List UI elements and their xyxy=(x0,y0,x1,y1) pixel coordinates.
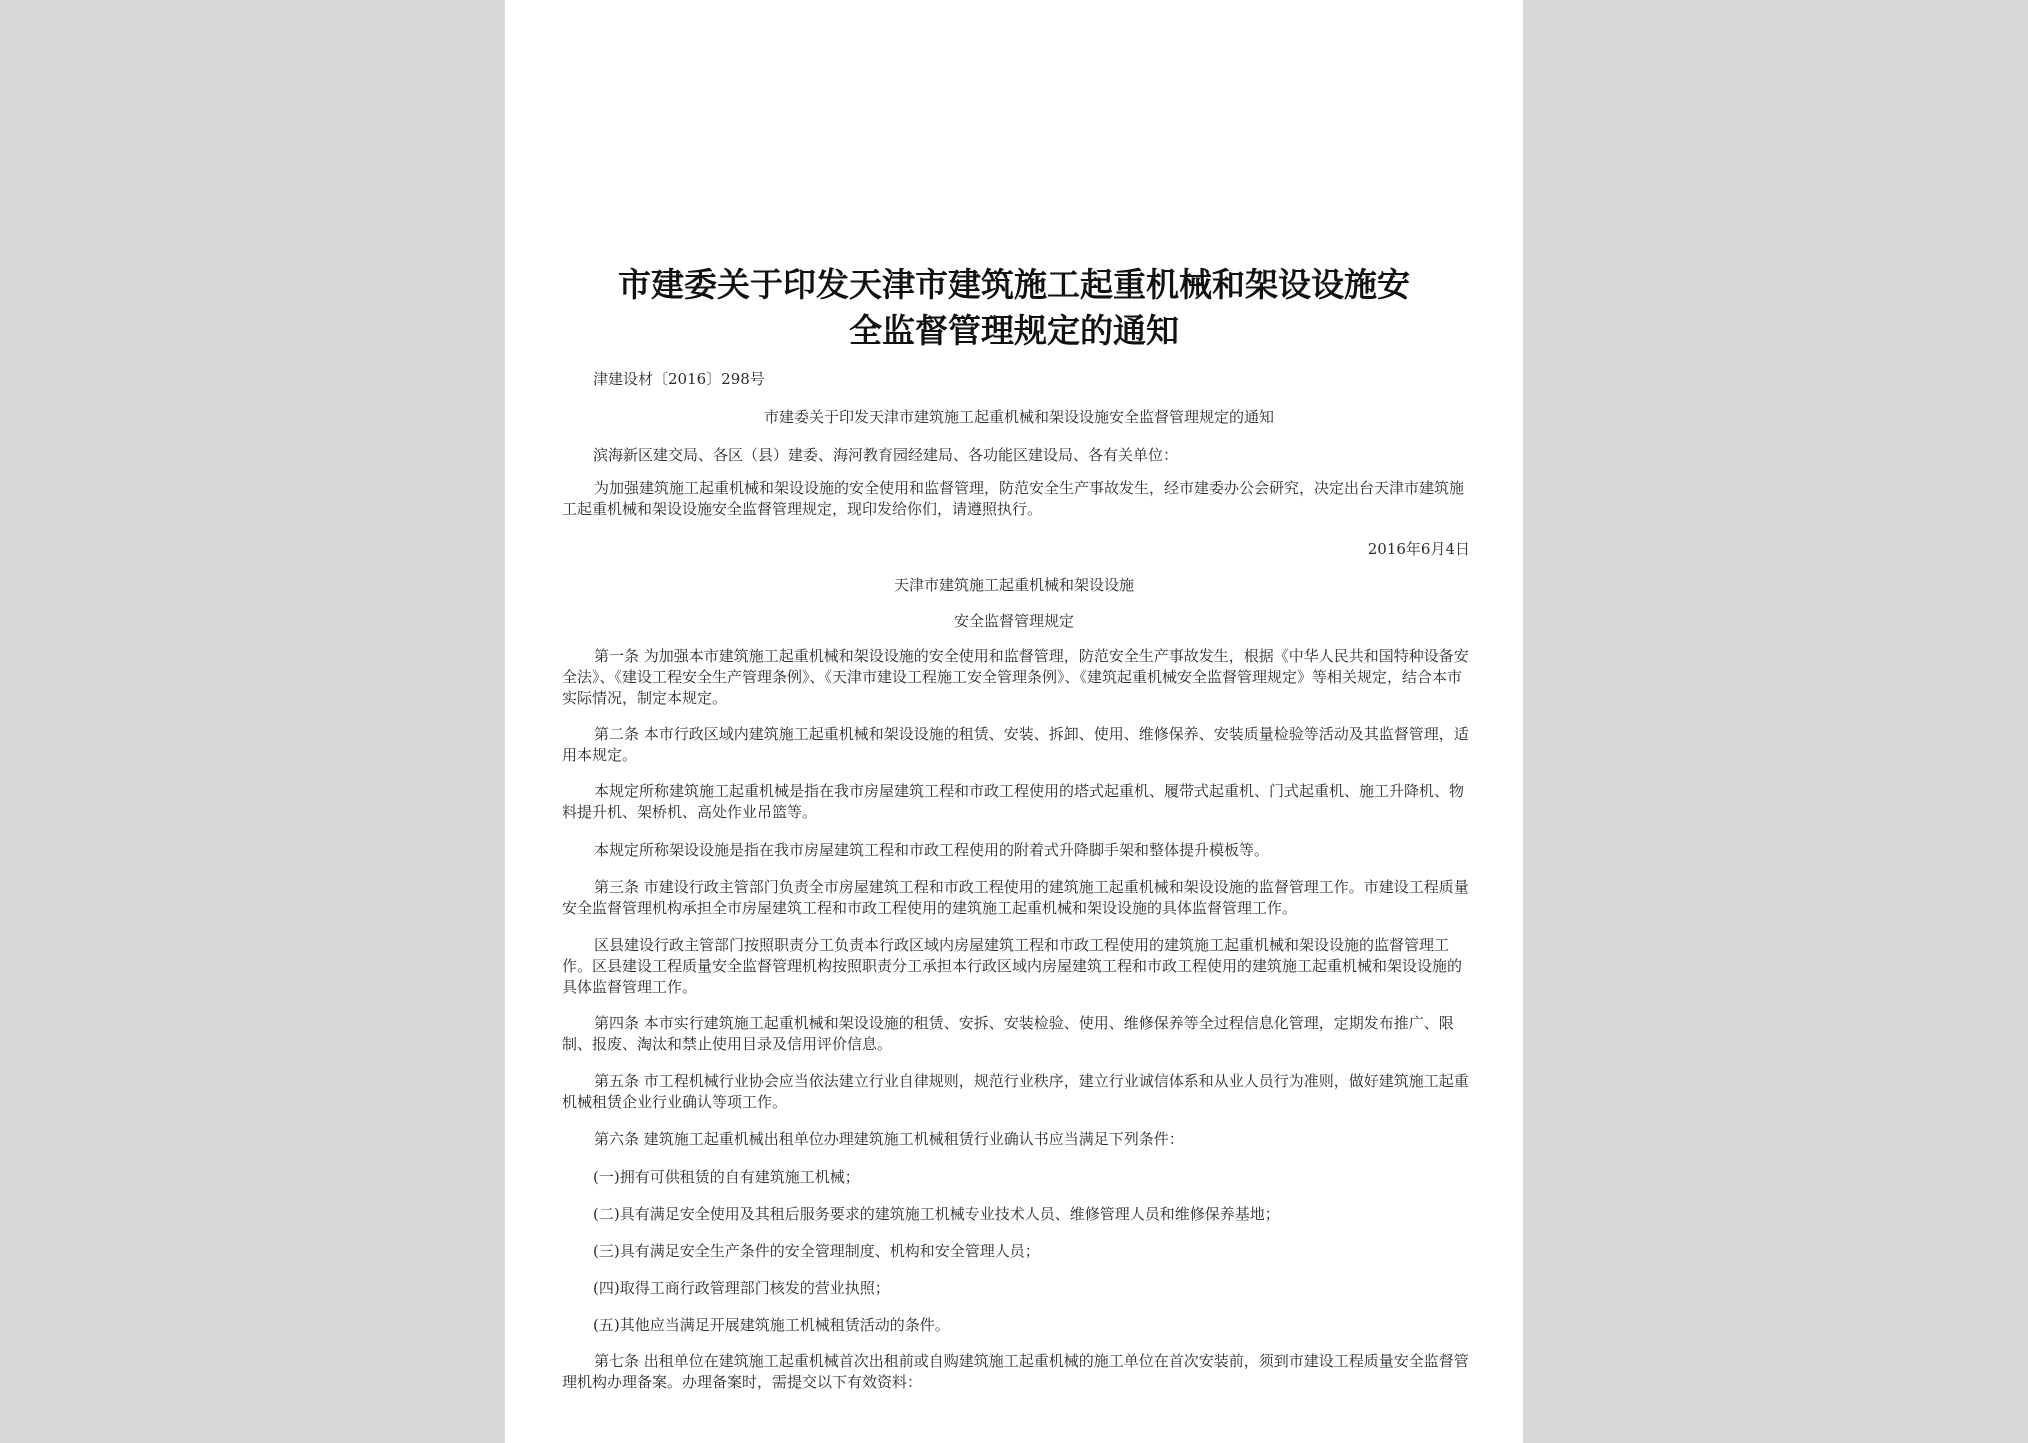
document-title-line-2: 全监督管理规定的通知 xyxy=(849,311,1179,350)
article-2-text: 第二条 本市行政区域内建筑施工起重机械和架设设施的租赁、安装、拆卸、使用、维修保养、安装质量检验等活动及其监督管理，适用本规定。 xyxy=(562,725,1469,764)
article-7 xyxy=(562,1351,1471,1393)
document-title-line-1: 市建委关于印发天津市建筑施工起重机械和架设设施安 xyxy=(618,265,1410,304)
article-5-text: 第五条 市工程机械行业协会应当依法建立行业自律规则，规范行业秩序，建立行业诚信体系和从业人员行为准则，做好建筑施工起重机械租赁企业行业确认等项工作。 xyxy=(562,1072,1469,1111)
article-6-item-4: (四)取得工商行政管理部门核发的营业执照； xyxy=(593,1279,890,1297)
document-title xyxy=(545,262,1483,354)
article-4 xyxy=(562,1013,1471,1055)
article-7-text: 第七条 出租单位在建筑施工起重机械首次出租前或自购建筑施工起重机械的施工单位在首次安装前，须到市建设工程质量安全监督管理机构办理备案。办理备案时，需提交以下有效资料： xyxy=(562,1352,1469,1391)
article-3-paragraph-2 xyxy=(562,935,1471,998)
article-6-item-2: (二)具有满足安全使用及其租后服务要求的建筑施工机械专业技术人员、维修管理人员和维修保养基地； xyxy=(593,1205,1280,1223)
issue-date: 2016年6月4日 xyxy=(1367,540,1470,558)
article-6-item-5: (五)其他应当满足开展建筑施工机械租赁活动的条件。 xyxy=(593,1316,950,1334)
article-2 xyxy=(562,724,1471,766)
article-2-paragraph-3 xyxy=(562,840,1471,861)
article-6-item-3: (三)具有满足安全生产条件的安全管理制度、机构和安全管理人员； xyxy=(593,1242,1040,1260)
document-page xyxy=(505,0,1523,1443)
intro-paragraph xyxy=(562,478,1471,520)
regulation-title-line-1: 天津市建筑施工起重机械和架设设施 xyxy=(893,576,1134,594)
document-number: 津建设材〔2016〕298号 xyxy=(593,370,765,388)
article-2-p3-text: 本规定所称架设设施是指在我市房屋建筑工程和市政工程使用的附着式升降脚手架和整体提升模板等。 xyxy=(594,841,1270,859)
article-4-text: 第四条 本市实行建筑施工起重机械和架设设施的租赁、安拆、安装检验、使用、维修保养等全过程信息化管理，定期发布推广、限制、报废、淘汰和禁止使用目录及信用评价信息。 xyxy=(562,1014,1454,1053)
article-1-text: 第一条 为加强本市建筑施工起重机械和架设设施的安全使用和监督管理，防范安全生产事故发生，根据《中华人民共和国特种设备安全法》、《建设工程安全生产管理条例》、《天津市建设工程施工安全管理条例》、《建筑起重机械安全监督管理规定》等相关规定，结合本市实际情况，制定本规定。 xyxy=(562,647,1469,707)
article-1 xyxy=(562,646,1471,709)
article-6-item-1: (一)拥有可供租赁的自有建筑施工机械； xyxy=(593,1168,860,1186)
intro-text: 为加强建筑施工起重机械和架设设施的安全使用和监督管理，防范安全生产事故发生，经市建委办公会研究，决定出台天津市建筑施工起重机械和架设设施安全监督管理规定，现印发给你们，请遵照执行。 xyxy=(562,479,1465,518)
addressee: 滨海新区建交局、各区（县）建委、海河教育园经建局、各功能区建设局、各有关单位： xyxy=(593,446,1179,464)
regulation-title-line-2: 安全监督管理规定 xyxy=(953,612,1074,630)
article-5 xyxy=(562,1071,1471,1113)
article-2-paragraph-2 xyxy=(562,781,1471,823)
article-2-p2-text: 本规定所称建筑施工起重机械是指在我市房屋建筑工程和市政工程使用的塔式起重机、履带式起重机、门式起重机、施工升降机、物料提升机、架桥机、高处作业吊篮等。 xyxy=(562,782,1465,821)
article-3-text: 第三条 市建设行政主管部门负责全市房屋建筑工程和市政工程使用的建筑施工起重机械和架设设施的监督管理工作。市建设工程质量安全监督管理机构承担全市房屋建筑工程和市政工程使用的建筑施工起重机械和架设设施的具体监督管理工作。 xyxy=(562,878,1469,917)
article-3 xyxy=(562,877,1471,919)
article-6-text: 第六条 建筑施工起重机械出租单位办理建筑施工机械租赁行业确认书应当满足下列条件： xyxy=(594,1130,1184,1148)
notice-subtitle: 市建委关于印发天津市建筑施工起重机械和架设设施安全监督管理规定的通知 xyxy=(763,408,1274,426)
article-6 xyxy=(562,1129,1471,1150)
article-3-p2-text: 区县建设行政主管部门按照职责分工负责本行政区域内房屋建筑工程和市政工程使用的建筑施工起重机械和架设设施的监督管理工作。区县建设工程质量安全监督管理机构按照职责分工承担本行政区域内房屋建筑工程和市政工程使用的建筑施工起重机械和架设设施的具体监督管理工作。 xyxy=(562,936,1463,996)
